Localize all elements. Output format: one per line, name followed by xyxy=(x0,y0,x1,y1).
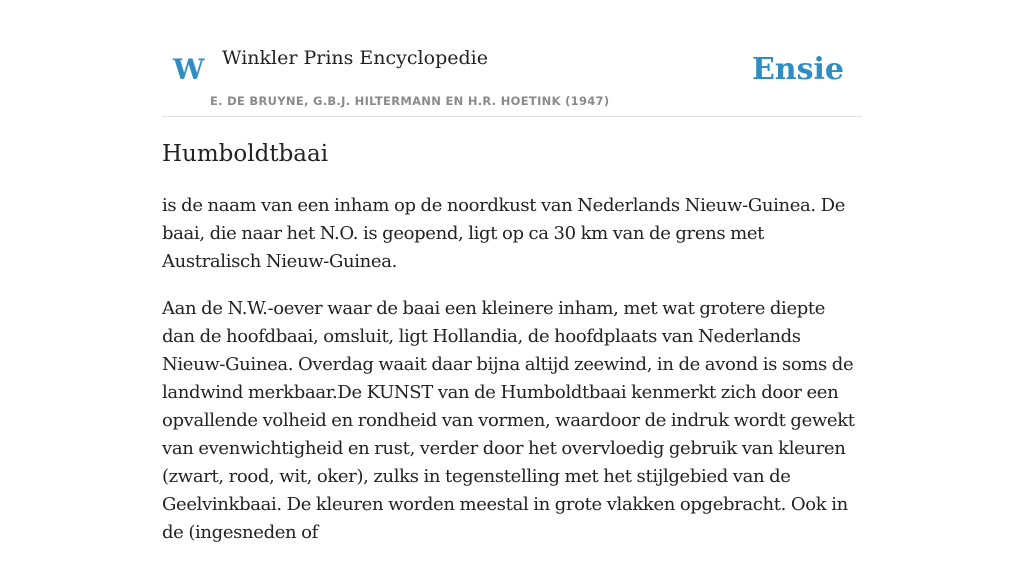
source-title[interactable]: Winkler Prins Encyclopedie xyxy=(222,47,488,69)
article-body xyxy=(162,192,862,547)
winkler-prins-logo[interactable]: W xyxy=(173,53,205,86)
ensie-logo-link[interactable]: Ensie xyxy=(751,52,844,87)
article-paragraph: is de naam van een inham op de noordkust van Nederlands Nieuw-Guinea. De baai, die naar het N.O. is geopend, ligt op ca 30 km van de grens met Australisch Nieuw-Guinea. xyxy=(162,195,846,272)
article xyxy=(162,136,862,566)
article-title: Humboldtbaai xyxy=(162,141,329,167)
source-authors: E. DE BRUYNE, G.B.J. HILTERMANN EN H.R. HOETINK (1947) xyxy=(210,94,610,108)
site-header xyxy=(162,0,862,117)
article-paragraph: Aan de N.W.-oever waar de baai een kleinere inham, met wat grotere diepte dan de hoofdbaai, omsluit, ligt Hollandia, de hoofdplaats van Nederlands Nieuw-Guinea. Overdag waait daar bijna altijd zeewind, in de avond is soms de landwind merkbaar.De KUNST van de Humboldtbaai kenmerkt zich door een opvallende volheid en rondheid van vormen, waardoor de indruk wordt gewekt van evenwichtigheid en rust, verder door het overvloedig gebruik van kleuren (zwart, rood, wit, oker), zulks in tegenstelling met het stijlgebied van de Geelvinkbaai. De kleuren worden meestal in grote vlakken opgebracht. Ook in de (ingesneden of xyxy=(162,298,855,543)
